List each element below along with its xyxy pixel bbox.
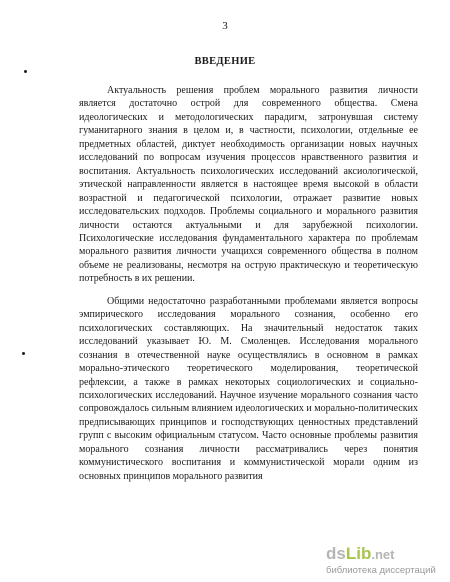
page-number: 3: [222, 20, 228, 32]
logo-lib: Lib: [345, 544, 372, 563]
paragraph: Актуальность решения проблем морального развития личности является достаточно острой для современного общества. Смена идеологических и методологических парадигм, затронувшая систему гуманитарного знания в целом и, в частности, психологии, отдельные ее предметных областей, диктует необходимость организации новых научных исследований по вопросам изучения процессов нравственного развития и воспитания. Актуальность психологических исследований аксиологической, этической направленности является в настоящее время высокой в области возрастной и педагогической психологии, отражает развитие новых исследовательских подходов. Проблемы социального и морального развития личности остаются актуальными и для зарубежной психологии. Психологические исследования фундаментального характера по проблемам морального развития личности учащихся современного общества в полном объеме не реализованы, несмотря на острую практическую и теоретическую потребность в их решении.: [79, 85, 418, 285]
scan-mark: [24, 70, 27, 73]
logo-ds: ds: [326, 544, 346, 563]
watermark-logo: [326, 544, 394, 564]
body-text: [79, 84, 418, 483]
page-title: ВВЕДЕНИЕ: [194, 56, 256, 67]
watermark-subtitle: библиотека диссертаций: [326, 565, 436, 576]
paragraph: Общими недостаточно разработанными проблемами является вопросы эмпирического исследования морального сознания, особенно его психологических составляющих. На значительный недостаток таких исследований указывает Ю. М. Смоленцев. Исследования морального сознания в отечественной науке осуществлялись в основном в рамках морально-этического теоретического моделирования, теоретической рефлексии, а также в рамках некоторых социологических и социально-психологических исследований. Научное изучение морального сознания часто сопровождалось сильным влиянием идеологических и морально-политических предписывающих принципов и господствующих ценностных представлений групп с высоким официальным статусом. Часто основные проблемы развития морального сознания личности рассматривались через понятия коммунистического воспитания и коммунистической морали одним из основных принципов морального развития: [79, 295, 418, 482]
watermark: [326, 542, 444, 578]
scan-mark: [22, 352, 25, 355]
logo-net: .net: [371, 547, 395, 562]
